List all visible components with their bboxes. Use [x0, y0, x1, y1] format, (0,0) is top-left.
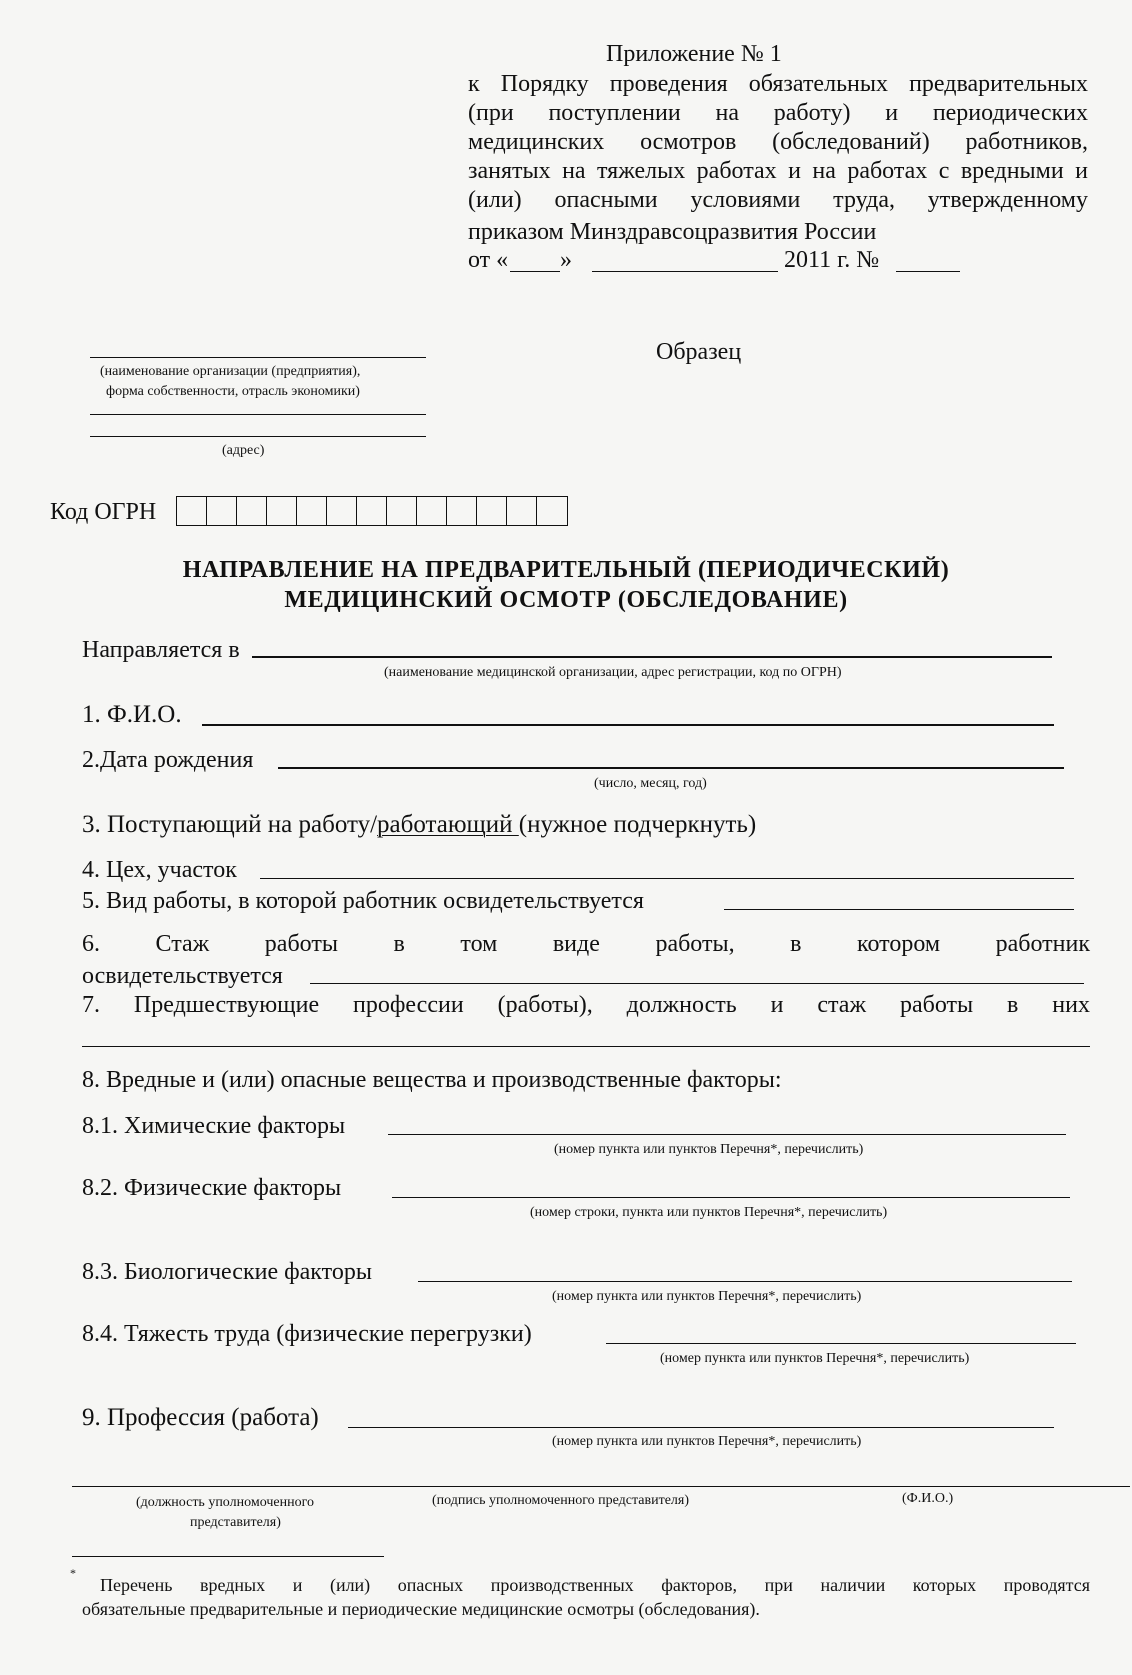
address-caption: (адрес): [222, 443, 265, 458]
item8-1-caption: (номер пункта или пунктов Перечня*, перечислить): [554, 1142, 864, 1157]
item8-4-blank[interactable]: [606, 1343, 1076, 1344]
document-title-line2: МЕДИЦИНСКИЙ ОСМОТР (ОБСЛЕДОВАНИЕ): [284, 587, 848, 613]
ogrn-cell[interactable]: [537, 497, 567, 525]
header-line: (или) опасными условиями труда, утвержденному: [468, 187, 1088, 213]
item8-2-caption: (номер строки, пункта или пунктов Перечня*, перечислить): [530, 1205, 888, 1220]
header-date-year: 2011 г. №: [784, 247, 880, 273]
item8-3-caption: (номер пункта или пунктов Перечня*, перечислить): [552, 1289, 862, 1304]
footnote-separator: [72, 1556, 384, 1557]
item8-1-blank[interactable]: [388, 1134, 1066, 1135]
org-caption-line1: (наименование организации (предприятия),: [100, 364, 361, 379]
item8-4-label: 8.4. Тяжесть труда (физические перегрузки): [82, 1321, 532, 1347]
item8-2-blank[interactable]: [392, 1197, 1070, 1198]
date-day-blank[interactable]: [510, 271, 560, 272]
item8-2-label: 8.2. Физические факторы: [82, 1175, 342, 1201]
header-date-prefix: от «: [468, 247, 509, 273]
item8-3-label: 8.3. Биологические факторы: [82, 1259, 372, 1285]
ogrn-cell[interactable]: [447, 497, 477, 525]
position-caption-line2: представителя): [190, 1515, 281, 1530]
header-line: занятых на тяжелых работах и на работах с вредными и: [468, 158, 1088, 184]
ogrn-cell[interactable]: [237, 497, 267, 525]
footnote-line2: обязательные предварительные и периодические медицинские осмотры (обследования).: [82, 1599, 760, 1619]
header-line: медицинских осмотров (обследований) работников,: [468, 129, 1088, 155]
ogrn-code-boxes[interactable]: [176, 496, 568, 526]
item9-blank[interactable]: [348, 1427, 1054, 1428]
ogrn-label: Код ОГРН: [50, 499, 157, 525]
header-line: к Порядку проведения обязательных предварительных: [468, 71, 1088, 97]
ogrn-cell[interactable]: [357, 497, 387, 525]
item7-blank[interactable]: [82, 1046, 1090, 1047]
date-month-blank[interactable]: [592, 271, 778, 272]
item6-line2: освидетельствуется: [82, 963, 283, 989]
item3-text: [82, 810, 756, 839]
ogrn-cell[interactable]: [177, 497, 207, 525]
order-number-blank[interactable]: [896, 271, 960, 272]
footnote-line1: Перечень вредных и (или) опасных производственных факторов, при наличии которых проводятся: [100, 1575, 1090, 1595]
item7-line1: 7. Предшествующие профессии (работы), должность и стаж работы в них: [82, 992, 1090, 1018]
fio-signature-caption: (Ф.И.О.): [902, 1491, 954, 1506]
item9-caption: (номер пункта или пунктов Перечня*, перечислить): [552, 1434, 862, 1449]
item4-blank[interactable]: [260, 878, 1074, 879]
signature-caption: (подпись уполномоченного представителя): [432, 1493, 689, 1508]
address-blank-2[interactable]: [90, 436, 426, 437]
header-line: (при поступлении на работу) и периодических: [468, 100, 1088, 126]
org-caption-line2: форма собственности, отрасль экономики): [106, 384, 360, 399]
item3-underlined-option: работающий: [377, 811, 519, 838]
ogrn-cell[interactable]: [327, 497, 357, 525]
signature-line[interactable]: [72, 1486, 1130, 1487]
item6-blank[interactable]: [310, 983, 1084, 984]
item4-label: 4. Цех, участок: [82, 857, 237, 883]
ogrn-cell[interactable]: [297, 497, 327, 525]
birth-date-label: 2.Дата рождения: [82, 747, 254, 773]
fio-label: 1. Ф.И.О.: [82, 701, 182, 728]
directed-to-caption: (наименование медицинской организации, адрес регистрации, код по ОГРН): [384, 665, 842, 680]
position-caption-line1: (должность уполномоченного: [136, 1495, 314, 1510]
directed-to-label: Направляется в: [82, 637, 240, 663]
fio-blank[interactable]: [202, 724, 1054, 726]
item5-blank[interactable]: [724, 909, 1074, 910]
ogrn-cell[interactable]: [507, 497, 537, 525]
address-blank-1[interactable]: [90, 414, 426, 415]
item5-label: 5. Вид работы, в которой работник освидетельствуется: [82, 888, 644, 914]
header-order-line: приказом Минздравсоцразвития России: [468, 219, 877, 245]
directed-to-blank[interactable]: [252, 656, 1052, 658]
item9-label: 9. Профессия (работа): [82, 1404, 319, 1431]
birth-date-caption: (число, месяц, год): [594, 776, 707, 791]
item8-3-blank[interactable]: [418, 1281, 1072, 1282]
document-title-line1: НАПРАВЛЕНИЕ НА ПРЕДВАРИТЕЛЬНЫЙ (ПЕРИОДИЧЕСКИЙ): [182, 557, 950, 583]
ogrn-cell[interactable]: [267, 497, 297, 525]
sample-label: Образец: [656, 339, 742, 365]
appendix-number: Приложение № 1: [606, 41, 782, 67]
org-name-blank[interactable]: [90, 357, 426, 358]
item3-prefix: 3. Поступающий на работу/: [82, 811, 378, 838]
item8-4-caption: (номер пункта или пунктов Перечня*, перечислить): [660, 1351, 970, 1366]
ogrn-cell[interactable]: [207, 497, 237, 525]
header-date-quote: »: [560, 247, 572, 273]
item6-line1: 6. Стаж работы в том виде работы, в котором работник: [82, 931, 1090, 957]
footnote-marker: *: [70, 1566, 76, 1580]
ogrn-cell[interactable]: [387, 497, 417, 525]
item8-1-label: 8.1. Химические факторы: [82, 1113, 346, 1139]
ogrn-cell[interactable]: [417, 497, 447, 525]
item3-suffix: (нужное подчеркнуть): [518, 811, 757, 838]
ogrn-cell[interactable]: [477, 497, 507, 525]
birth-date-blank[interactable]: [278, 767, 1064, 769]
item8-heading: 8. Вредные и (или) опасные вещества и производственные факторы:: [82, 1067, 782, 1093]
